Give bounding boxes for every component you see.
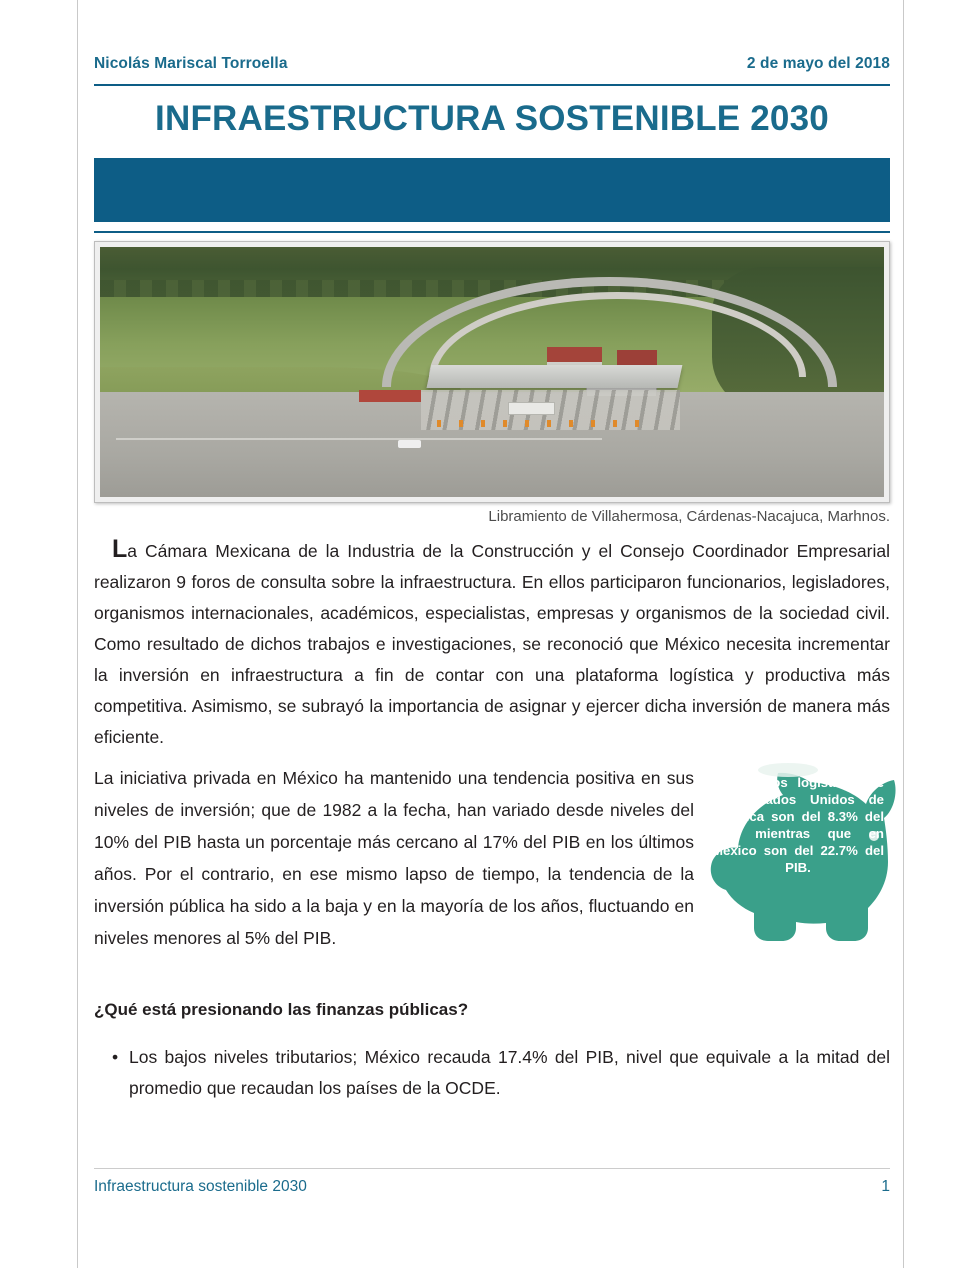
section-question: ¿Qué está presionando las finanzas públicas? [94,1000,469,1019]
photo-truck [508,402,555,415]
body-paragraph-1-text: a Cámara Mexicana de la Industria de la Construcción y el Consejo Coordinador Empresarial realizaron 9 foros de consulta sobre la infraestructura. En ellos participaron funcionarios, legisladores, organismos internacionales, académicos, especialistas, empresas y organismos de la sociedad civil. Como resultado de dichos trabajos e investigaciones, se reconoció que México necesita incrementar la inversión en infraestructura a fin de contar con una plataforma logística y productiva más competitiva. Asimismo, se subrayó la importancia de asignar y ejercer dicha inversión de manera más eficiente. [94,541,890,747]
drop-cap: L [112,535,128,563]
document-header [94,55,890,73]
document-footer [94,1178,890,1196]
footer-divider [94,1168,890,1169]
photo-car [398,440,422,449]
photo-building-red [547,347,602,365]
title-banner [94,158,890,222]
hero-photo-frame [94,241,890,503]
photo-roadside-shelter [359,390,422,403]
photo-pavement-line [116,438,602,440]
bullet-list-item [103,1042,890,1104]
header-divider [94,84,890,86]
body-paragraph-1 [94,536,890,753]
hero-photo [100,247,884,497]
header-author: Nicolás Mariscal Torroella [94,55,288,72]
left-margin-rule [77,0,78,1268]
page-title: INFRAESTRUCTURA SOSTENIBLE 2030 [155,99,829,138]
body-paragraph-2: La iniciativa privada en México ha mantenido una tendencia positiva en sus niveles de inversión; que de 1982 a la fecha, han variado desde niveles del 10% del PIB hasta un porcentaje más cercano al 17% del PIB en los últimos años. Por el contrario, en ese mismo lapso de tiempo, la tendencia de la inversión pública ha sido a la baja y en la mayoría de los años, fluctuando en niveles menores al 5% del PIB. [94,768,694,948]
photo-toll-canopy [427,365,683,388]
page-content [94,0,890,1268]
bullet-marker: • [112,1047,119,1067]
bullet-text: Los bajos niveles tributarios; México recauda 17.4% del PIB, nivel que equivale a la mitad del promedio que recaudan los países de la OCDE. [129,1047,890,1098]
footer-document-name: Infraestructura sostenible 2030 [94,1178,307,1195]
footer-page-number: 1 [881,1178,890,1195]
photo-traffic-cones [437,420,641,428]
header-date: 2 de mayo del 2018 [746,55,890,72]
piggy-bank-text: Los costos logísticos de los Estados Unidos de América son del 8.3% del PIB, mientras que en México son del 22.7% del PIB. [712,775,884,875]
right-margin-rule [903,0,904,1268]
banner-divider [94,231,890,233]
piggy-bank-callout [688,748,906,944]
photo-building-red-2 [617,350,656,365]
photo-caption: Libramiento de Villahermosa, Cárdenas-Nacajuca, Marhnos. [488,508,890,525]
